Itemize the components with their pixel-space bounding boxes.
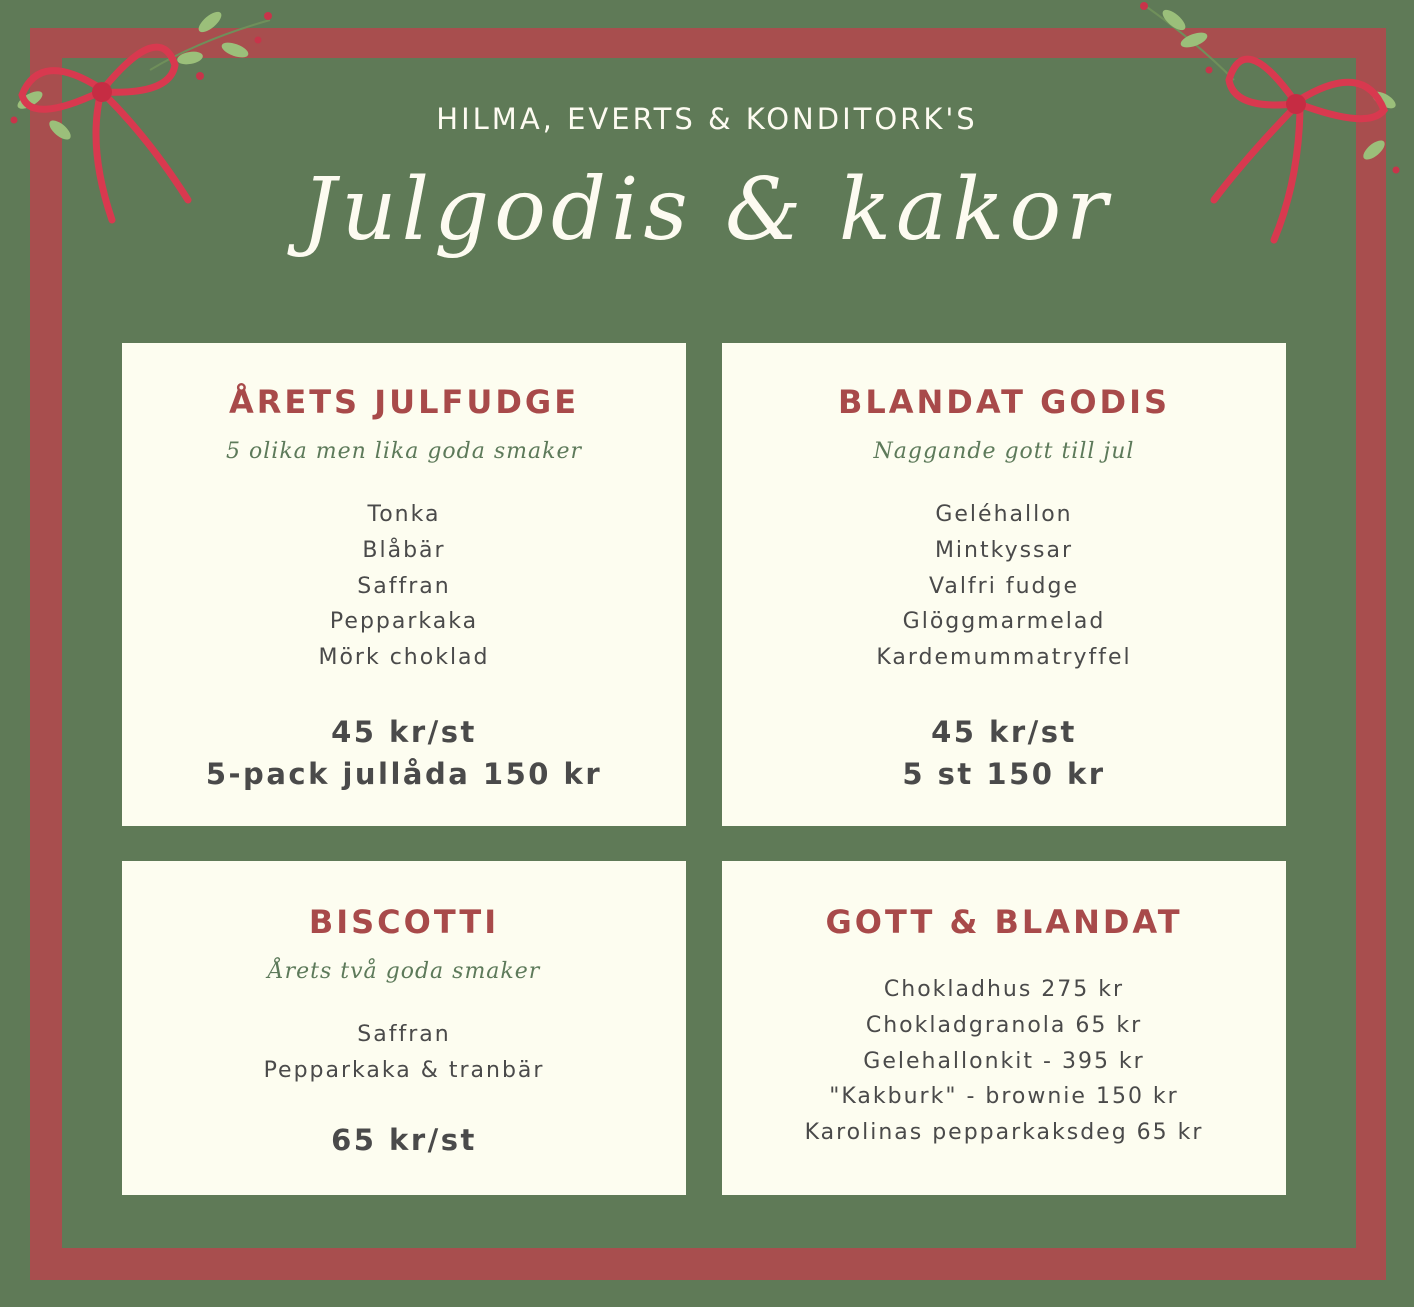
page-title: Julgodis & kakor: [301, 160, 1113, 260]
price-per-piece: 45 kr/st: [931, 715, 1077, 749]
list-item: Geléhallon: [935, 502, 1073, 527]
card-title: GOTT & BLANDAT: [825, 903, 1183, 941]
list-item: Glöggmarmelad: [902, 609, 1106, 635]
list-item: Kardemummatryffel: [876, 645, 1132, 671]
item-list: [722, 972, 1286, 1151]
list-item: Chokladhus 275 kr: [883, 977, 1125, 1002]
card-tagline: Naggande gott till jul: [873, 439, 1135, 464]
list-item: Pepparkaka & tranbär: [263, 1057, 545, 1083]
price-per-piece: 45 kr/st: [331, 715, 477, 749]
list-item: Tonka: [367, 502, 441, 527]
price-pack: 5 st 150 kr: [902, 757, 1106, 791]
list-item: "Kakburk" - brownie 150 kr: [829, 1084, 1179, 1110]
list-item: Saffran: [357, 573, 451, 599]
card-title: BISCOTTI: [308, 903, 500, 941]
menu-card-biscotti: [122, 861, 686, 1195]
card-tagline: 5 olika men lika goda smaker: [226, 439, 582, 464]
menu-card-julfudge: [122, 343, 686, 826]
list-item: Pepparkaka: [329, 609, 479, 635]
card-title: BLANDAT GODIS: [837, 383, 1171, 421]
item-list: [722, 497, 1286, 676]
list-item: Mintkyssar: [934, 537, 1074, 563]
list-item: Saffran: [357, 1022, 451, 1047]
brand-subtitle: HILMA, EVERTS & KONDITORK'S: [436, 102, 978, 136]
list-item: Gelehallonkit - 395 kr: [863, 1048, 1145, 1074]
list-item: Blåbär: [362, 537, 446, 563]
list-item: Valfri fudge: [929, 573, 1079, 599]
list-item: Mörk choklad: [318, 645, 490, 671]
card-tagline: Årets två goda smaker: [267, 959, 541, 984]
menu-card-blandat-godis: [722, 343, 1286, 826]
card-title: ÅRETS JULFUDGE: [228, 383, 580, 421]
menu-card-gott-blandat: [722, 861, 1286, 1195]
list-item: Karolinas pepparkaksdeg 65 kr: [804, 1120, 1204, 1146]
price-pack: 5-pack jullåda 150 kr: [205, 757, 603, 791]
price-per-piece: 65 kr/st: [331, 1123, 477, 1157]
list-item: Chokladgranola 65 kr: [865, 1012, 1143, 1038]
item-list: [122, 497, 686, 676]
item-list: [122, 1017, 686, 1089]
